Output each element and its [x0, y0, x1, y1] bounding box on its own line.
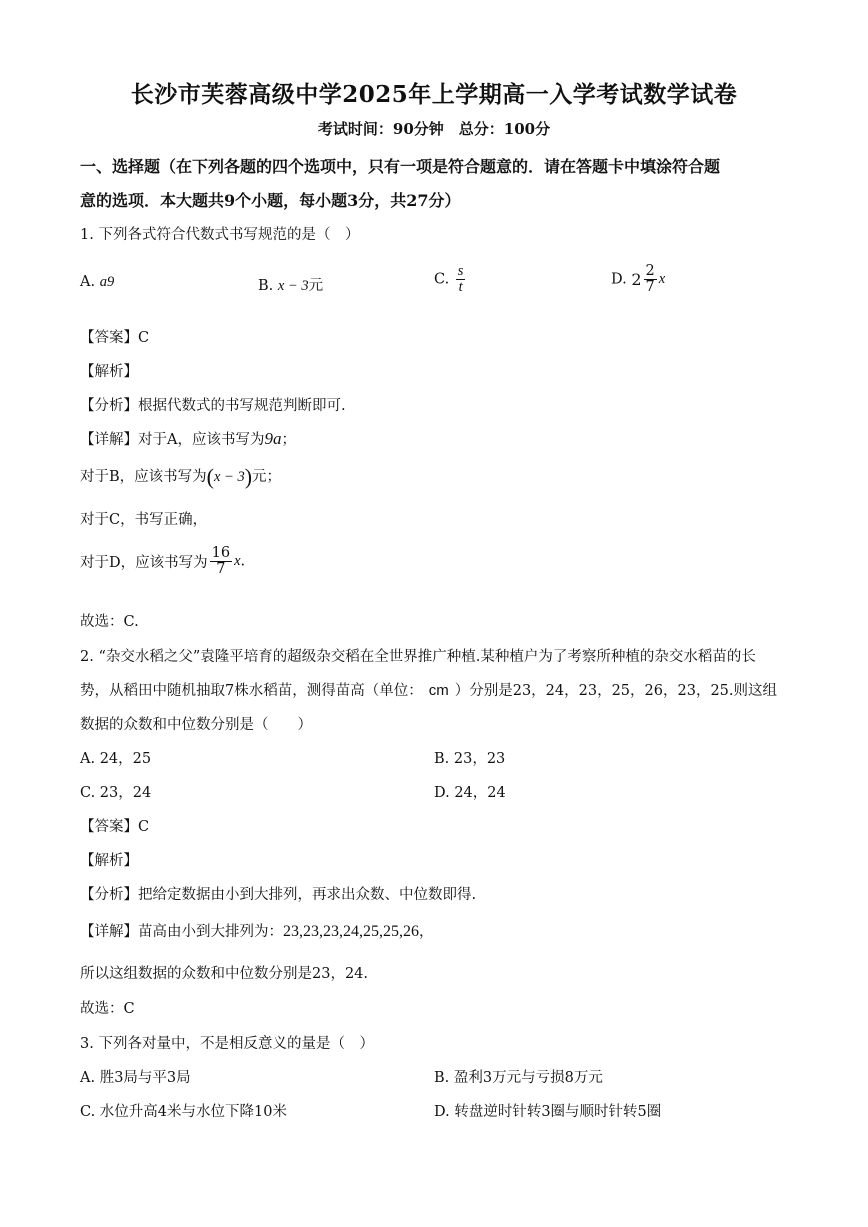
q1-option-c-fraction — [456, 264, 466, 295]
q2-detail-sequence: 23,23,23,24,25,25,26 — [283, 923, 419, 940]
q1-detail-a — [80, 428, 296, 449]
q1-option-a-label: A. — [80, 274, 96, 290]
q2-detail-text: 【详解】苗高由小到大排列为： — [80, 924, 283, 940]
q1-option-b-math: x − 3 — [277, 278, 309, 294]
q1-detail-d-numerator: 16 — [211, 545, 231, 561]
q1-answer: 【答案】C — [80, 330, 150, 346]
q1-detail-a-end: ； — [281, 432, 296, 448]
q3-option-b: B. 盈利3万元与亏损8万元 — [434, 1070, 603, 1086]
q1-fenxi: 【分析】根据代数式的书写规范判断即可. — [80, 398, 346, 414]
q1-option-c-numerator: s — [457, 263, 464, 279]
q1-option-c — [434, 264, 467, 295]
exam-title: 长沙市芙蓉高级中学2025年上学期高一入学考试数学试卷 — [130, 81, 738, 108]
q1-detail-b-end: 元； — [252, 469, 282, 485]
q2-stem-line2-start: 势，从稻田中随机抽取7株水稻苗，测得苗高（单位： — [80, 683, 423, 699]
q1-choice: 故选：C. — [80, 614, 139, 630]
q1-option-b — [258, 274, 323, 295]
q1-option-c-label: C. — [434, 271, 450, 288]
q2-answer: 【答案】C — [80, 819, 150, 835]
q1-option-d-whole: 2 — [631, 270, 642, 290]
q1-analysis-label: 【解析】 — [80, 364, 138, 380]
q2-detail — [80, 920, 434, 941]
q2-detail-end: ， — [419, 924, 434, 940]
q1-detail-d — [80, 546, 245, 577]
q1-detail-a-text: 【详解】对于A，应该书写为 — [80, 432, 265, 448]
q1-option-b-unit: 元 — [308, 278, 324, 294]
q1-option-d-denominator: 7 — [645, 279, 655, 296]
q1-detail-a-math: 9a — [264, 429, 282, 448]
q1-option-a-math: a9 — [99, 274, 115, 290]
q2-option-d: D. 24，24 — [434, 785, 506, 801]
q2-stem-line3: 数据的众数和中位数分别是（ ） — [80, 717, 312, 733]
q1-option-d — [611, 264, 665, 295]
q2-stem-line1: 2. “杂交水稻之父”袁隆平培育的超级杂交稻在全世界推广种植.某种植户为了考察所种植的杂交水稻苗的长 — [80, 649, 756, 665]
exam-subtitle: 考试时间：90分钟 总分：100分 — [317, 120, 551, 138]
section-heading-line2: 意的选项．本大题共9个小题，每小题3分，共27分） — [80, 191, 461, 210]
q1-detail-b-text: 对于B，应该书写为 — [80, 469, 207, 485]
q1-detail-b-math: x − 3 — [213, 469, 245, 485]
q1-detail-d-variable: x — [234, 553, 241, 570]
q2-fenxi: 【分析】把给定数据由小到大排列，再求出众数、中位数即得. — [80, 887, 477, 903]
q1-detail-b — [80, 464, 281, 490]
q2-stem-line2 — [80, 679, 777, 700]
q3-option-a: A. 胜3局与平3局 — [80, 1070, 191, 1086]
q1-detail-d-text: 对于D，应该书写为 — [80, 555, 208, 572]
q1-detail-d-fraction — [210, 546, 232, 577]
q1-option-b-label: B. — [258, 278, 274, 294]
q1-detail-d-end: . — [240, 553, 246, 570]
q1-option-d-numerator: 2 — [645, 263, 655, 279]
q2-option-a: A. 24，25 — [80, 751, 152, 767]
q1-detail-d-denominator: 7 — [210, 561, 232, 577]
q2-stem-unit: cm — [428, 682, 449, 699]
q1-option-a — [80, 274, 114, 291]
q2-analysis-label: 【解析】 — [80, 853, 138, 869]
q3-stem: 3. 下列各对量中，不是相反意义的量是（ ） — [80, 1036, 374, 1052]
q2-choice: 故选：C — [80, 1001, 135, 1017]
q1-detail-b-expr: (x − 3) — [206, 464, 253, 489]
q1-detail-c: 对于C，书写正确， — [80, 512, 208, 528]
q1-option-d-variable: x — [658, 271, 666, 288]
q1-stem: 1. 下列各式符合代数式书写规范的是（ ） — [80, 227, 360, 243]
q3-option-c: C. 水位升高4米与水位下降10米 — [80, 1104, 287, 1120]
q2-conclusion: 所以这组数据的众数和中位数分别是23，24. — [80, 966, 369, 982]
q2-stem-line2-end: ）分别是23，24，23，25，26，23，25.则这组 — [454, 683, 777, 699]
section-heading-line1: 一、选择题（在下列各题的四个选项中，只有一项是符合题意的．请在答题卡中填涂符合题 — [80, 157, 721, 176]
q2-option-c: C. 23，24 — [80, 785, 152, 801]
q2-option-b: B. 23，23 — [434, 751, 506, 767]
q1-option-d-label: D. — [611, 271, 627, 288]
q3-option-d: D. 转盘逆时针转3圈与顺时针转5圈 — [434, 1104, 662, 1120]
q1-option-d-fraction — [644, 264, 657, 295]
q1-option-c-denominator: t — [456, 279, 466, 295]
